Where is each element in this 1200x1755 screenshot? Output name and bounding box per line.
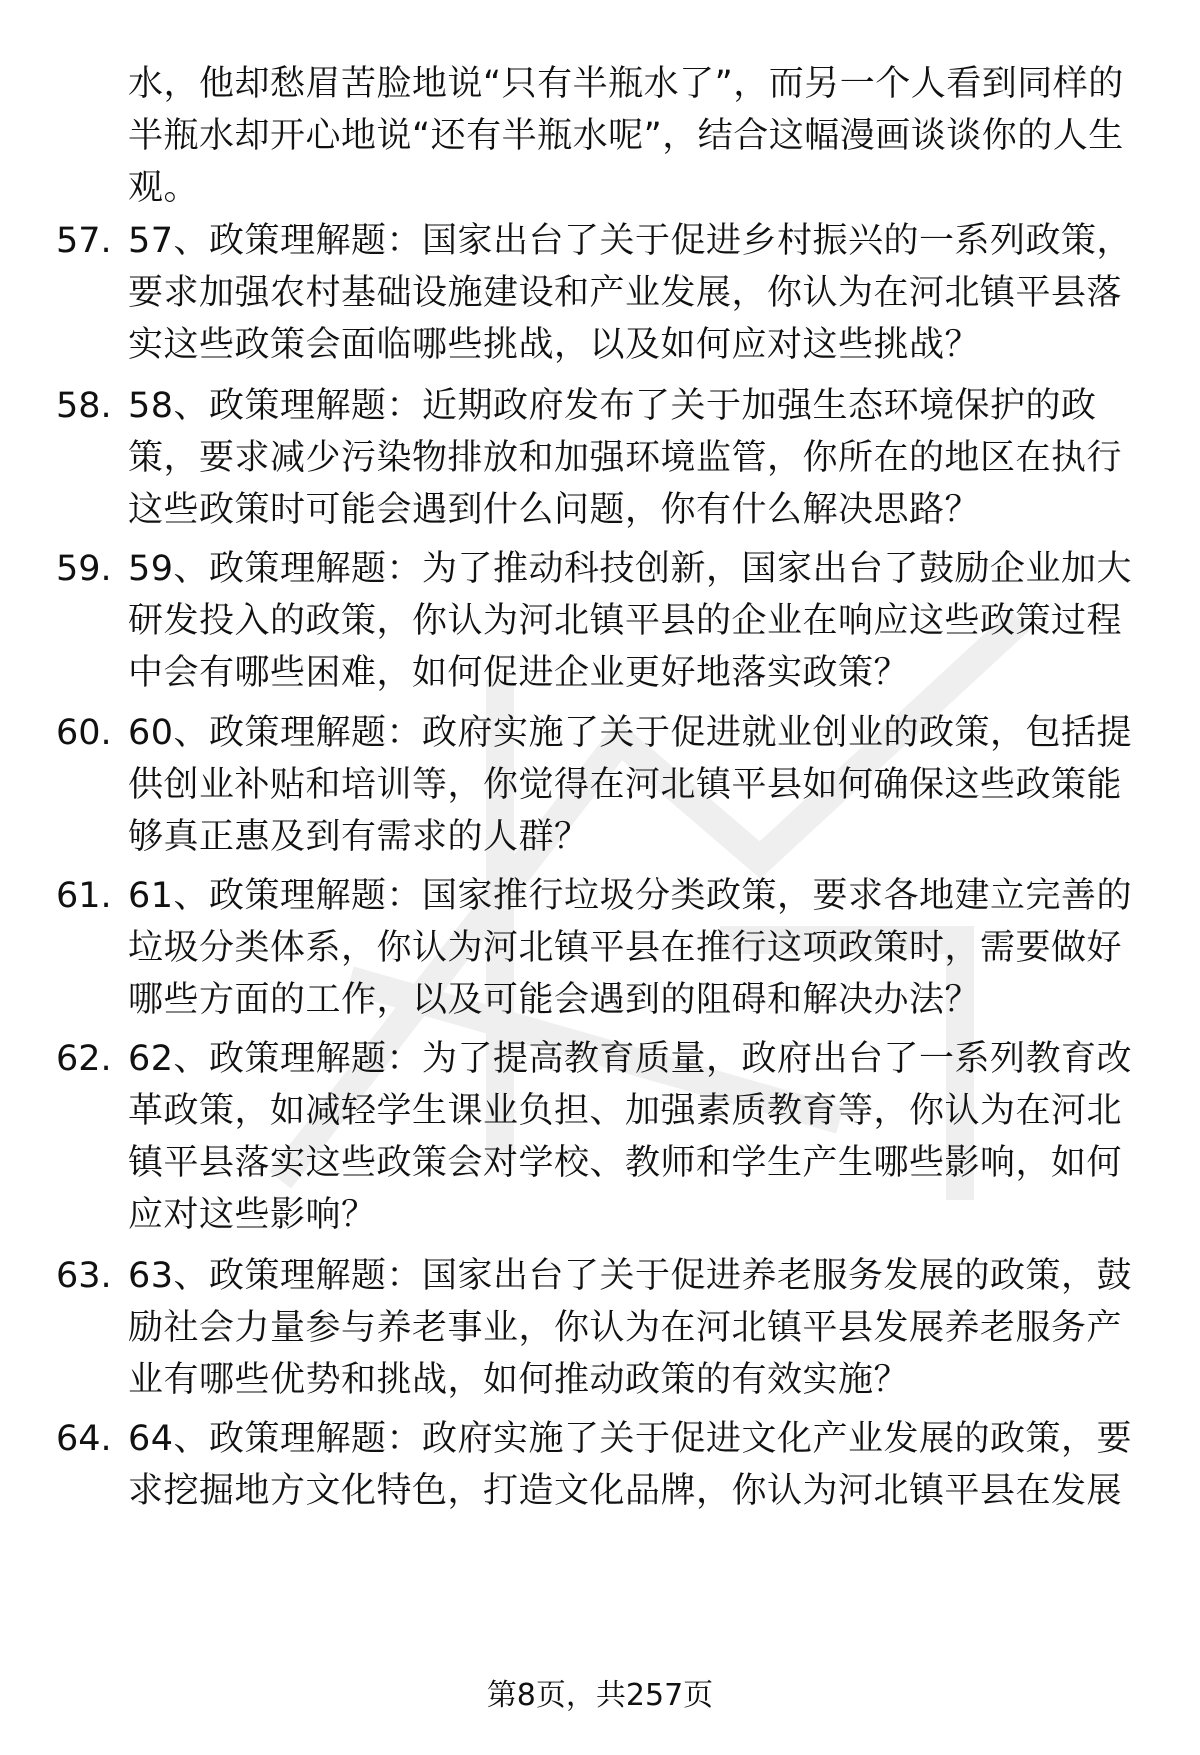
question-number: 58. xyxy=(56,386,112,426)
intro-paragraph: 水，他却愁眉苦脸地说“只有半瓶水了”，而另一个人看到同样的半瓶水却开心地说“还有半瓶水呢”，结合这幅漫画谈谈你的人生观。 xyxy=(128,64,1124,208)
page-footer: 第8页，共257页 xyxy=(486,1678,714,1713)
question-text: 62、政策理解题：为了提高教育质量，政府出台了一系列教育改革政策，如减轻学生课业负担、加强素质教育等，你认为在河北镇平县落实这些政策会对学校、教师和学生产生哪些影响，如何应对这些影响？ xyxy=(128,1039,1133,1235)
question-number: 62. xyxy=(56,1039,112,1079)
question-text: 61、政策理解题：国家推行垃圾分类政策，要求各地建立完善的垃圾分类体系，你认为河北镇平县在推行这项政策时，需要做好哪些方面的工作，以及可能会遇到的阻碍和解决办法？ xyxy=(128,876,1133,1020)
question-text: 57、政策理解题：国家出台了关于促进乡村振兴的一系列政策，要求加强农村基础设施建设和产业发展，你认为在河北镇平县落实这些政策会面临哪些挑战，以及如何应对这些挑战？ xyxy=(128,221,1133,365)
question-number: 61. xyxy=(56,876,112,916)
question-text: 58、政策理解题：近期政府发布了关于加强生态环境保护的政策，要求减少污染物排放和加强环境监管，你所在的地区在执行这些政策时可能会遇到什么问题，你有什么解决思路？ xyxy=(128,386,1123,530)
question-number: 63. xyxy=(56,1256,112,1296)
question-number: 64. xyxy=(56,1419,112,1459)
question-number: 59. xyxy=(56,549,112,589)
question-text: 63、政策理解题：国家出台了关于促进养老服务发展的政策，鼓励社会力量参与养老事业，你认为在河北镇平县发展养老服务产业有哪些优势和挑战，如何推动政策的有效实施？ xyxy=(128,1256,1133,1400)
question-text: 59、政策理解题：为了推动科技创新，国家出台了鼓励企业加大研发投入的政策，你认为河北镇平县的企业在响应这些政策过程中会有哪些困难，如何促进企业更好地落实政策？ xyxy=(128,549,1133,693)
question-text: 60、政策理解题：政府实施了关于促进就业创业的政策，包括提供创业补贴和培训等，你觉得在河北镇平县如何确保这些政策能够真正惠及到有需求的人群？ xyxy=(128,713,1133,857)
question-number: 60. xyxy=(56,713,112,753)
question-number: 57. xyxy=(56,221,112,261)
question-text: 64、政策理解题：政府实施了关于促进文化产业发展的政策，要求挖掘地方文化特色，打造文化品牌，你认为河北镇平县在发展 xyxy=(128,1419,1133,1511)
